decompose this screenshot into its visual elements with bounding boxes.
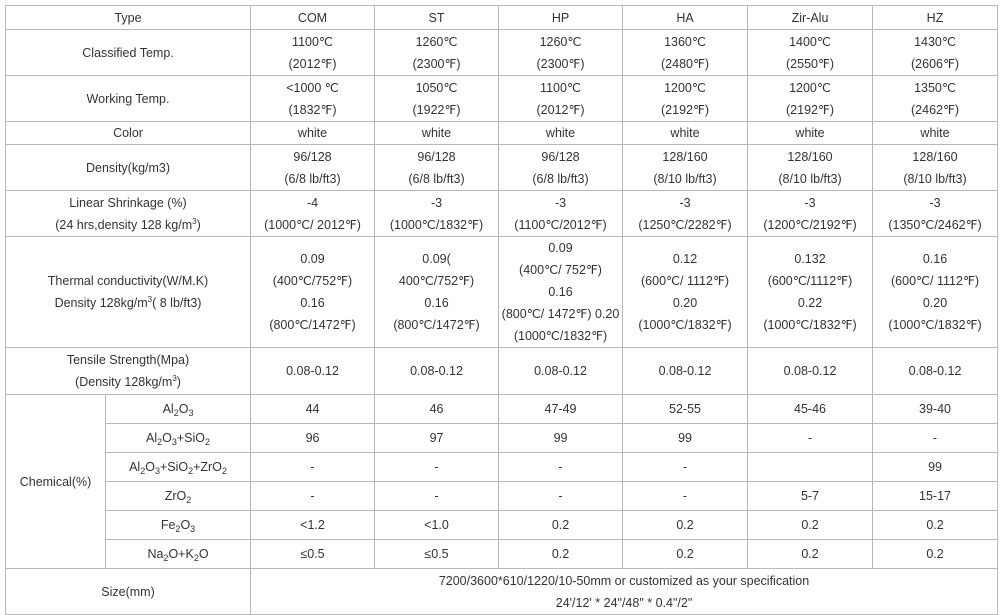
chemical-cell	[748, 453, 873, 482]
column-header-com: COM	[251, 6, 375, 30]
density-cell: 128/160 (8/10 lb/ft3)	[623, 145, 748, 191]
classified-temp-cell: 1260℃ (2300℉)	[499, 30, 623, 76]
chemical-cell: 45-46	[748, 395, 873, 424]
chemical-cell: 39-40	[873, 395, 998, 424]
chemical-component-label: $Al_2O_3+SiO_2+ZrO_2$	[106, 453, 251, 482]
density-cell: 96/128 (6/8 lb/ft3)	[251, 145, 375, 191]
header-row	[6, 6, 998, 30]
row-label-thermal-conductivity: Thermal conductivity(W/M.K) Density $128kg/m^3$( 8 lb/ft3)	[6, 237, 251, 348]
classified-temp-row	[6, 30, 998, 76]
thermal-conductivity-row	[6, 237, 998, 348]
row-label-classified-temp: Classified Temp.	[6, 30, 251, 76]
classified-temp-cell: 1400℃ (2550℉)	[748, 30, 873, 76]
row-label-chemical: Chemical(%)	[6, 395, 106, 569]
chemical-cell: 5-7	[748, 482, 873, 511]
linear-shrinkage-cell: -3 (1350℃/2462℉)	[873, 191, 998, 237]
linear-shrinkage-row	[6, 191, 998, 237]
chemical-cell: 15-17	[873, 482, 998, 511]
color-cell: white	[251, 122, 375, 145]
row-label-size: Size(mm)	[6, 569, 251, 615]
chemical-cell: 97	[375, 424, 499, 453]
classified-temp-cell: 1430℃ (2606℉)	[873, 30, 998, 76]
chemical-cell: -	[623, 453, 748, 482]
tensile-strength-cell: 0.08-0.12	[251, 348, 375, 395]
linear-shrinkage-cell: -3 (1250℃/2282℉)	[623, 191, 748, 237]
chemical-cell: -	[375, 453, 499, 482]
chemical-cell: 0.2	[748, 540, 873, 569]
chemical-cell: -	[748, 424, 873, 453]
chemical-cell: <1.0	[375, 511, 499, 540]
column-header-st: ST	[375, 6, 499, 30]
row-label-tensile-strength: Tensile Strength(Mpa) (Density $128kg/m^3$)	[6, 348, 251, 395]
linear-shrinkage-cell: -3 (1200℃/2192℉)	[748, 191, 873, 237]
chemical-cell: 47-49	[499, 395, 623, 424]
chemical-cell: 99	[623, 424, 748, 453]
chemical-cell: 0.2	[623, 540, 748, 569]
working-temp-cell: 1350℃ (2462℉)	[873, 76, 998, 122]
chemical-cell: 99	[499, 424, 623, 453]
tensile-strength-cell: 0.08-0.12	[748, 348, 873, 395]
chemical-cell: 0.2	[499, 540, 623, 569]
density-cell: 128/160 (8/10 lb/ft3)	[748, 145, 873, 191]
thermal-conductivity-cell: 0.09( 400℃/752℉) 0.16 (800℃/1472℉)	[375, 237, 499, 348]
spec-table-container	[5, 5, 998, 615]
color-row	[6, 122, 998, 145]
tensile-strength-row	[6, 348, 998, 395]
thermal-conductivity-cell: 0.09 (400℃/ 752℉) 0.16 (800℃/ 1472℉) 0.20 (1000℃/1832℉)	[499, 237, 623, 348]
thermal-conductivity-cell: 0.12 (600℃/ 1112℉) 0.20 (1000℃/1832℉)	[623, 237, 748, 348]
chemical-cell: ≤0.5	[251, 540, 375, 569]
color-cell: white	[873, 122, 998, 145]
chemical-cell: 52-55	[623, 395, 748, 424]
thermal-conductivity-cell: 0.09 (400℃/752℉) 0.16 (800℃/1472℉)	[251, 237, 375, 348]
color-cell: white	[499, 122, 623, 145]
chemical-cell: -	[375, 482, 499, 511]
chemical-cell: 44	[251, 395, 375, 424]
tensile-strength-cell: 0.08-0.12	[375, 348, 499, 395]
working-temp-cell: 1100℃ (2012℉)	[499, 76, 623, 122]
working-temp-cell: <1000 ℃ (1832℉)	[251, 76, 375, 122]
column-header-hp: HP	[499, 6, 623, 30]
column-header-ha: HA	[623, 6, 748, 30]
linear-shrinkage-cell: -3 (1000℃/1832℉)	[375, 191, 499, 237]
chemical-cell: 0.2	[873, 511, 998, 540]
thermal-conductivity-cell: 0.16 (600℃/ 1112℉) 0.20 (1000℃/1832℉)	[873, 237, 998, 348]
row-label-working-temp: Working Temp.	[6, 76, 251, 122]
working-temp-cell: 1200℃ (2192℉)	[748, 76, 873, 122]
chemical-cell: -	[499, 482, 623, 511]
chemical-cell: 0.2	[499, 511, 623, 540]
size-row	[6, 569, 998, 615]
type-header: Type	[6, 6, 251, 30]
tensile-strength-cell: 0.08-0.12	[623, 348, 748, 395]
chemical-cell: 0.2	[623, 511, 748, 540]
chemical-cell: -	[251, 482, 375, 511]
chemical-cell: -	[499, 453, 623, 482]
chemical-cell: 99	[873, 453, 998, 482]
density-cell: 128/160 (8/10 lb/ft3)	[873, 145, 998, 191]
chemical-cell: 96	[251, 424, 375, 453]
size-cell: 7200/3600*610/1220/10-50mm or customized as your specification 24'/12' * 24"/48" * 0.4"/2"	[251, 569, 998, 615]
chemical-row	[6, 395, 998, 424]
working-temp-cell: 1200℃ (2192℉)	[623, 76, 748, 122]
linear-shrinkage-cell: -4 (1000℃/ 2012℉)	[251, 191, 375, 237]
chemical-component-label: $Na_2O+K_2O$	[106, 540, 251, 569]
color-cell: white	[623, 122, 748, 145]
chemical-cell: -	[251, 453, 375, 482]
classified-temp-cell: 1100℃ (2012℉)	[251, 30, 375, 76]
chemical-cell: <1.2	[251, 511, 375, 540]
column-header-zir-alu: Zir-Alu	[748, 6, 873, 30]
row-label-linear-shrinkage: Linear Shrinkage (%) (24 hrs,density 128 $kg/m^3$)	[6, 191, 251, 237]
chemical-cell: -	[873, 424, 998, 453]
tensile-strength-cell: 0.08-0.12	[499, 348, 623, 395]
chemical-cell: 46	[375, 395, 499, 424]
chemical-component-label: ZrO$_2$	[106, 482, 251, 511]
working-temp-row	[6, 76, 998, 122]
chemical-row	[6, 453, 998, 482]
tensile-strength-cell: 0.08-0.12	[873, 348, 998, 395]
linear-shrinkage-cell: -3 (1100℃/2012℉)	[499, 191, 623, 237]
color-cell: white	[748, 122, 873, 145]
chemical-component-label: $Al_2O_3+SiO_2$	[106, 424, 251, 453]
chemical-row	[6, 540, 998, 569]
color-cell: white	[375, 122, 499, 145]
chemical-cell: 0.2	[748, 511, 873, 540]
chemical-row	[6, 511, 998, 540]
chemical-component-label: $Al_2O_3$	[106, 395, 251, 424]
density-row	[6, 145, 998, 191]
column-header-hz: HZ	[873, 6, 998, 30]
chemical-cell: -	[623, 482, 748, 511]
row-label-color: Color	[6, 122, 251, 145]
density-cell: 96/128 (6/8 lb/ft3)	[499, 145, 623, 191]
classified-temp-cell: 1260℃ (2300℉)	[375, 30, 499, 76]
ceramic-fiber-spec-table	[5, 5, 998, 615]
density-cell: 96/128 (6/8 lb/ft3)	[375, 145, 499, 191]
chemical-row	[6, 482, 998, 511]
row-label-density: Density(kg/m3)	[6, 145, 251, 191]
working-temp-cell: 1050℃ (1922℉)	[375, 76, 499, 122]
chemical-cell: 0.2	[873, 540, 998, 569]
chemical-cell: ≤0.5	[375, 540, 499, 569]
thermal-conductivity-cell: 0.132 (600℃/1112℉) 0.22 (1000℃/1832℉)	[748, 237, 873, 348]
classified-temp-cell: 1360℃ (2480℉)	[623, 30, 748, 76]
chemical-row	[6, 424, 998, 453]
chemical-component-label: $Fe_2O_3$	[106, 511, 251, 540]
